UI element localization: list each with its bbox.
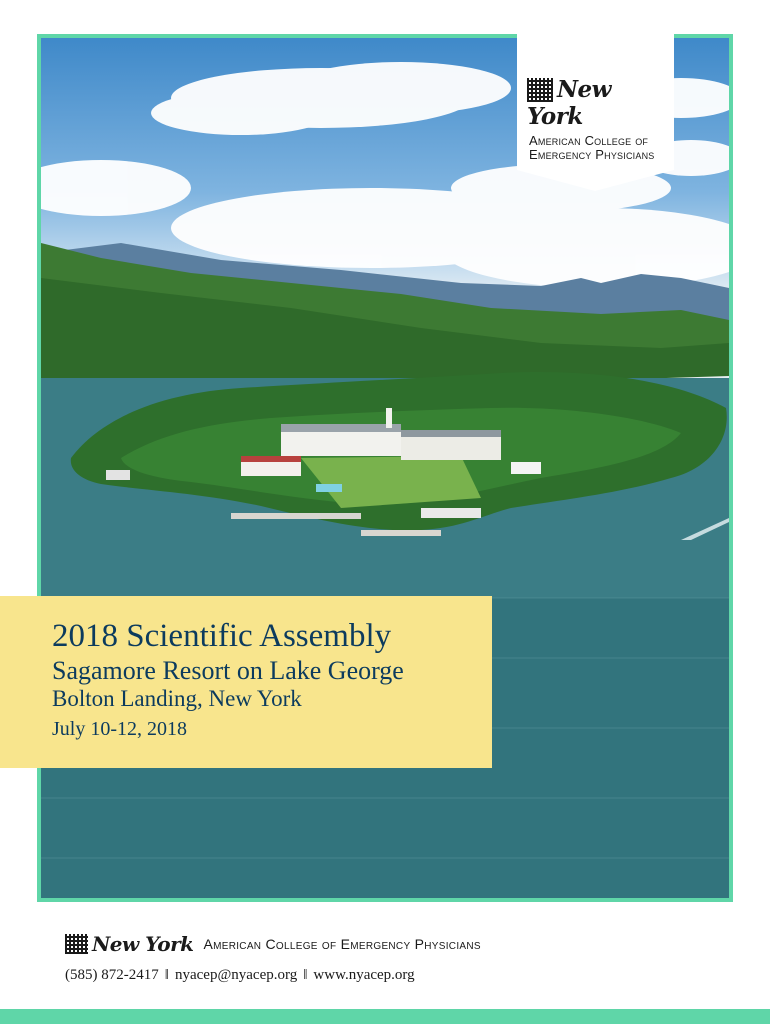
resort-hotel-building: [281, 430, 401, 456]
hotel-roof: [281, 424, 401, 432]
contact-line: [65, 967, 415, 984]
boathouse: [106, 470, 130, 480]
event-dates: July 10-12, 2018: [52, 718, 187, 740]
logo-org-name: [529, 134, 673, 162]
event-venue: Sagamore Resort on Lake George: [52, 656, 404, 685]
contact-phone[interactable]: (585) 872-2417: [65, 967, 159, 983]
event-banner: [0, 596, 492, 768]
footer-grid-logo-icon: [65, 934, 88, 954]
contact-separator: ‖: [164, 967, 169, 983]
footer-org-name: American College of Emergency Physicians: [203, 936, 481, 952]
logo-content: [527, 76, 673, 162]
footer-logo: [65, 932, 481, 958]
footer-script-name: New York: [92, 932, 194, 956]
logo-script-name: New York: [527, 76, 611, 130]
contact-website[interactable]: www.nyacep.org: [313, 967, 415, 983]
logo-org-line1: American College of: [529, 133, 649, 148]
marina-dock: [231, 513, 361, 519]
hotel-wing: [401, 436, 501, 460]
lakeside-pavilion: [241, 460, 301, 476]
logo-tag: [517, 34, 674, 191]
event-location: Bolton Landing, New York: [52, 686, 302, 711]
logo-wordmark: [527, 76, 673, 130]
hotel-wing-roof: [401, 430, 501, 437]
boat-dock: [361, 530, 441, 536]
grid-logo-icon: [527, 78, 553, 102]
bottom-accent-bar: [0, 1009, 770, 1024]
event-title: 2018 Scientific Assembly: [52, 618, 392, 654]
cruise-boat: [421, 508, 481, 518]
contact-separator: ‖: [303, 967, 308, 983]
pool: [316, 484, 342, 492]
pavilion-red-roof: [241, 456, 301, 462]
tent-building: [511, 462, 541, 474]
contact-email[interactable]: nyacep@nyacep.org: [174, 967, 298, 983]
logo-org-line2: Emergency Physicians: [529, 147, 655, 162]
hotel-cupola: [386, 408, 392, 428]
